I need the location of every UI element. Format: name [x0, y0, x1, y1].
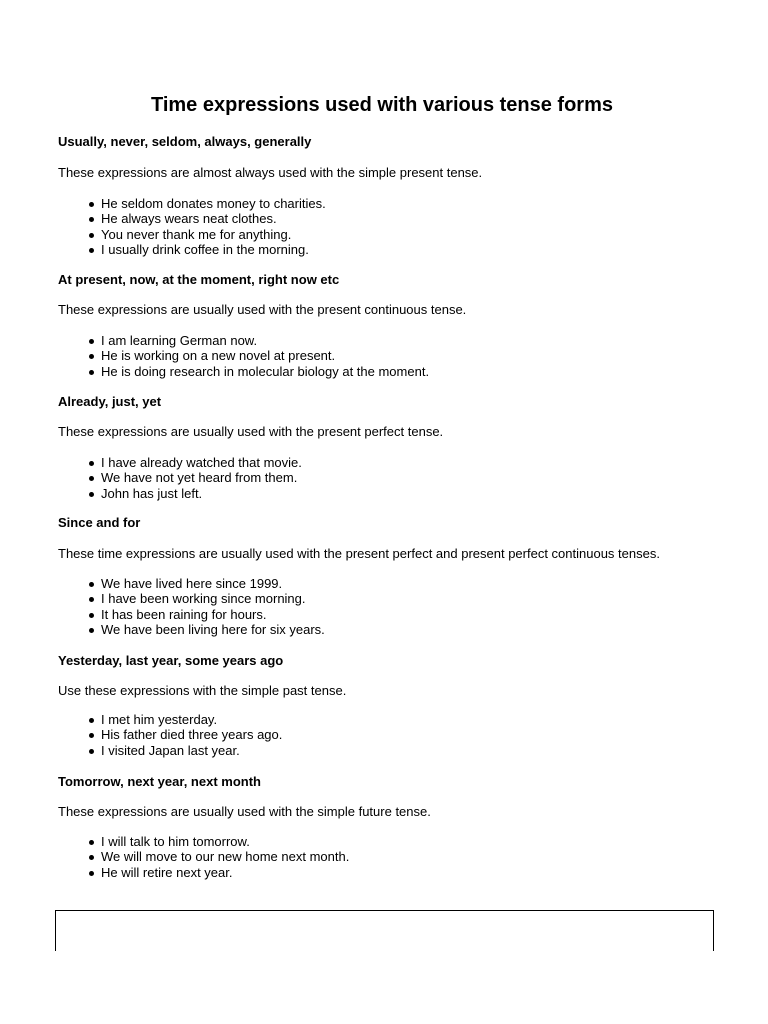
- bullet-icon: [89, 217, 94, 222]
- example-list: [58, 455, 302, 501]
- section-heading: Usually, never, seldom, always, generally: [58, 134, 312, 149]
- example-text: I will talk to him tomorrow.: [101, 834, 250, 849]
- example-text: It has been raining for hours.: [101, 606, 267, 622]
- example-text: John has just left.: [101, 485, 203, 501]
- example-text: He seldom donates money to charities.: [101, 196, 326, 211]
- bullet-icon: [89, 597, 94, 602]
- list-item: [58, 227, 326, 242]
- section-heading: Tomorrow, next year, next month: [58, 774, 261, 789]
- bullet-icon: [89, 339, 94, 344]
- bullet-icon: [89, 202, 94, 207]
- list-item: [58, 727, 282, 742]
- list-item: [58, 486, 302, 501]
- bullet-icon: [89, 461, 94, 466]
- bullet-icon: [89, 370, 94, 375]
- section-intro: These expressions are usually used with the simple future tense.: [58, 804, 431, 819]
- example-text: I usually drink coffee in the morning.: [101, 241, 309, 257]
- list-item: [58, 607, 325, 622]
- list-item: [58, 591, 325, 606]
- section-intro: These expressions are almost always used with the simple present tense.: [58, 165, 483, 180]
- section-intro: These time expressions are usually used with the present perfect and present perfect continuous tenses.: [58, 546, 660, 561]
- list-item: [58, 622, 325, 637]
- bullet-icon: [89, 840, 94, 845]
- bullet-icon: [89, 749, 94, 754]
- list-item: [58, 849, 349, 864]
- bullet-icon: [89, 733, 94, 738]
- list-item: [58, 576, 325, 591]
- example-text: He will retire next year.: [101, 864, 233, 880]
- bullet-icon: [89, 613, 94, 618]
- example-text: We will move to our new home next month.: [101, 849, 350, 865]
- bullet-icon: [89, 248, 94, 253]
- example-text: I have been working since morning.: [101, 591, 306, 607]
- bullet-icon: [89, 582, 94, 587]
- list-item: [58, 470, 302, 485]
- example-text: He is doing research in molecular biology at the moment.: [101, 363, 430, 379]
- list-item: [58, 455, 302, 470]
- section-intro: These expressions are usually used with the present continuous tense.: [58, 302, 467, 317]
- empty-bordered-box: [55, 910, 714, 951]
- bullet-icon: [89, 354, 94, 359]
- document-title: Time expressions used with various tense forms: [150, 94, 613, 116]
- bullet-icon: [89, 718, 94, 723]
- example-list: [58, 196, 326, 257]
- example-list: [58, 333, 429, 379]
- list-item: [58, 834, 349, 849]
- list-item: [58, 211, 326, 226]
- example-text: You never thank me for anything.: [101, 226, 292, 242]
- example-text: He always wears neat clothes.: [101, 211, 277, 227]
- section-heading: Since and for: [58, 515, 141, 530]
- example-text: We have been living here for six years.: [101, 621, 325, 637]
- bullet-icon: [89, 628, 94, 633]
- bullet-icon: [89, 871, 94, 876]
- list-item: [58, 712, 282, 727]
- example-text: I met him yesterday.: [101, 712, 218, 727]
- list-item: [58, 348, 429, 363]
- example-text: He is working on a new novel at present.: [101, 348, 336, 364]
- bullet-icon: [89, 476, 94, 481]
- section-heading: Already, just, yet: [58, 394, 162, 409]
- example-text: I visited Japan last year.: [101, 742, 240, 758]
- list-item: [58, 333, 429, 348]
- bullet-icon: [89, 855, 94, 860]
- example-text: We have not yet heard from them.: [101, 470, 298, 486]
- bullet-icon: [89, 233, 94, 238]
- section-heading: Yesterday, last year, some years ago: [58, 653, 284, 668]
- list-item: [58, 743, 282, 758]
- list-item: [58, 196, 326, 211]
- section-intro: These expressions are usually used with the present perfect tense.: [58, 424, 444, 439]
- example-list: [58, 576, 325, 637]
- example-text: I am learning German now.: [101, 333, 258, 348]
- example-list: [58, 712, 282, 758]
- section-heading: At present, now, at the moment, right now etc: [58, 272, 340, 287]
- list-item: [58, 865, 349, 880]
- list-item: [58, 242, 326, 257]
- bullet-icon: [89, 492, 94, 497]
- list-item: [58, 364, 429, 379]
- section-intro: Use these expressions with the simple past tense.: [58, 683, 347, 698]
- example-text: I have already watched that movie.: [101, 455, 302, 470]
- example-text: We have lived here since 1999.: [101, 576, 283, 591]
- example-text: His father died three years ago.: [101, 727, 283, 743]
- example-list: [58, 834, 349, 880]
